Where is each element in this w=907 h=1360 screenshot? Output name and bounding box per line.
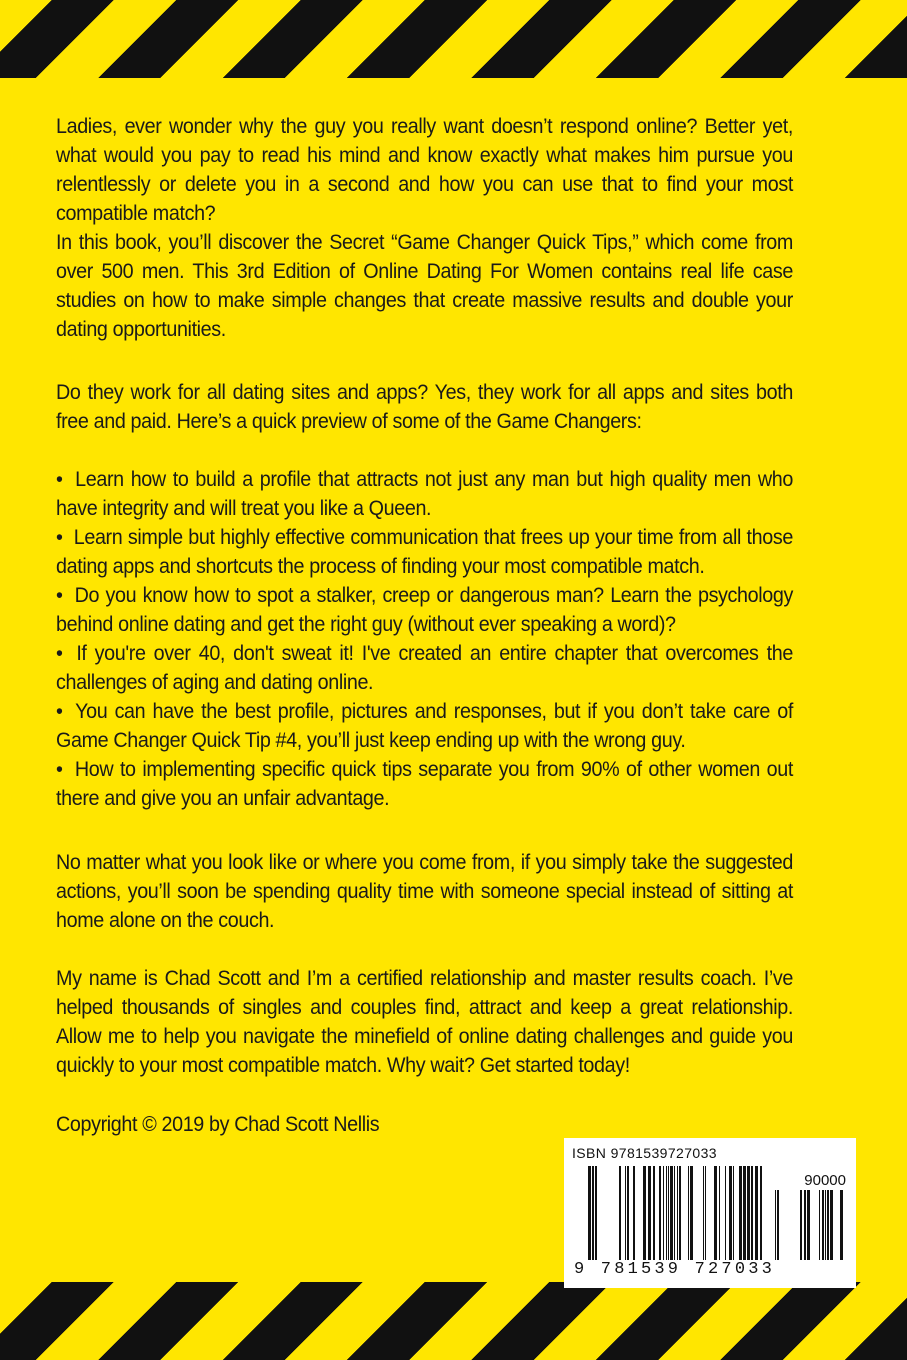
author-bio-text: My name is Chad Scott and I’m a certified relationship and master results coach. I’ve helped thousands of singles and couples find, attract and keep a great relationship. Allow me to help you navigate the minefield of online dating challenges and guide you quickly to your most compatible match. Why wait? Get started today! [56, 967, 793, 1077]
price-barcode-bars [772, 1190, 844, 1260]
bullet-icon: • [56, 642, 63, 665]
barcode-bars [588, 1166, 766, 1260]
list-item [56, 639, 793, 697]
list-item [56, 697, 793, 755]
isbn-label: ISBN 9781539727033 [572, 1145, 717, 1161]
hazard-stripe-bottom [0, 1282, 907, 1360]
question-paragraph [56, 378, 793, 436]
bullet-icon: • [56, 758, 63, 781]
closing-paragraph [56, 848, 793, 935]
isbn-barcode-box [564, 1138, 856, 1288]
author-bio-paragraph [56, 964, 793, 1080]
bullet-text: How to implementing specific quick tips separate you from 90% of other women out there and give you an unfair advantage. [56, 758, 793, 810]
list-item [56, 755, 793, 813]
price-code: 90000 [804, 1172, 846, 1189]
list-item [56, 465, 793, 523]
copyright-text: Copyright © 2019 by Chad Scott Nellis [56, 1113, 380, 1136]
game-changers-list [56, 465, 793, 813]
barcode-digits: 9 781539 727033 [574, 1260, 776, 1279]
bullet-text: Do you know how to spot a stalker, creep or dangerous man? Learn the psychology behind online dating and get the right guy (without ever speaking a word)? [56, 584, 793, 636]
closing-text: No matter what you look like or where you come from, if you simply take the suggested actions, you’ll soon be spending quality time with someone special instead of sitting at home alone on the couch. [56, 851, 793, 932]
bullet-icon: • [56, 700, 63, 723]
hazard-stripe-top [0, 0, 907, 78]
discover-paragraph [56, 228, 793, 344]
discover-text: In this book, you’ll discover the Secret “Game Changer Quick Tips,” which come from over 500 men. This 3rd Edition of Online Dating For Women contains real life case studies on how to make simple changes that create massive results and double your dating opportunities. [56, 231, 793, 341]
bullet-text: Learn simple but highly effective communication that frees up your time from all those dating apps and shortcuts the process of finding your most compatible match. [56, 526, 793, 578]
bullet-icon: • [56, 526, 63, 549]
list-item [56, 581, 793, 639]
copyright-line [56, 1110, 793, 1139]
question-text: Do they work for all dating sites and apps? Yes, they work for all apps and sites both free and paid. Here’s a quick preview of some of the Game Changers: [56, 381, 793, 433]
bullet-icon: • [56, 468, 63, 491]
list-item [56, 523, 793, 581]
bullet-text: You can have the best profile, pictures and responses, but if you don’t take care of Game Changer Quick Tip #4, you’ll just keep ending up with the wrong guy. [56, 700, 793, 752]
intro-paragraph [56, 112, 793, 228]
bullet-icon: • [56, 584, 63, 607]
bullet-text: Learn how to build a profile that attracts not just any man but high quality men who have integrity and will treat you like a Queen. [56, 468, 793, 520]
intro-text: Ladies, ever wonder why the guy you really want doesn’t respond online? Better yet, what would you pay to read his mind and know exactly what makes him pursue you relentlessly or delete you in a second and how you can use that to find your most compatible match? [56, 115, 793, 225]
bullet-text: If you're over 40, don't sweat it! I've created an entire chapter that overcomes the challenges of aging and dating online. [56, 642, 793, 694]
